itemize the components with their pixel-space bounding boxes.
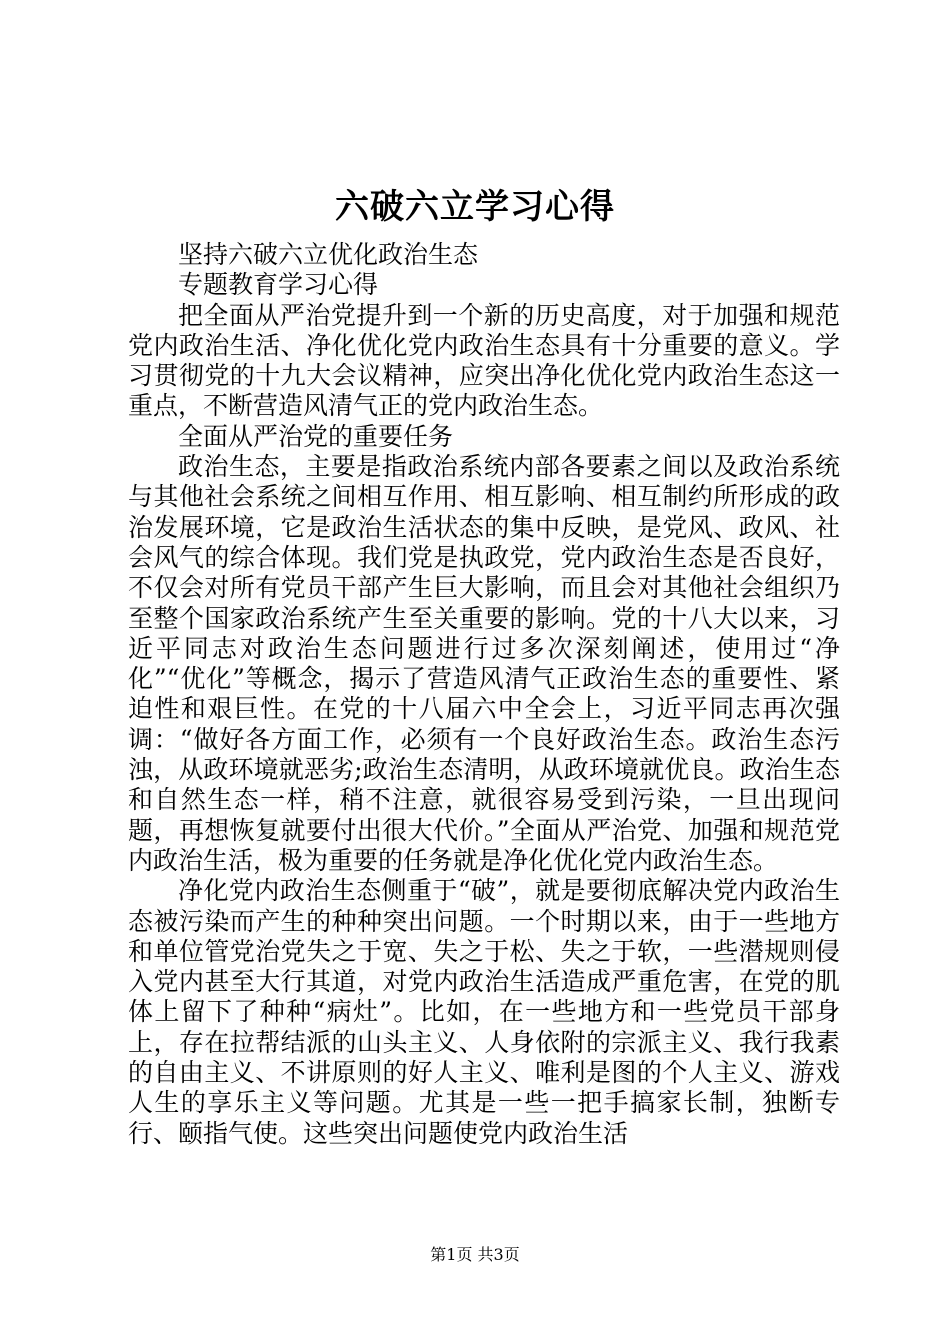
section-heading: 全面从严治党的重要任务 xyxy=(178,421,454,451)
page-total: 共3页 xyxy=(477,1245,520,1264)
page-footer xyxy=(0,1245,950,1265)
body-paragraph: 净化党内政治生态侧重于“破”，就是要彻底解决党内政治生态被污染而产生的种种突出问题。一个时期以来，由于一些地方和单位管党治党失之于宽、失之于松、失之于软，一些潜规则侵入党内甚至大行其道，对党内政治生活造成严重危害，在党的肌体上留下了种种“病灶”。比如，在一些地方和一些党员干部身上，存在拉帮结派的山头主义、人身依附的宗派主义、我行我素的自由主义、不讲原则的好人主义、唯利是图的个人主义、游戏人生的享乐主义等问题。尤其是一些一把手搞家长制，独断专行、颐指气使。这些突出问题使党内政治生活 xyxy=(128,876,840,1148)
subtitle-line-2: 专题教育学习心得 xyxy=(178,270,379,300)
page-number: 第1页 xyxy=(430,1245,473,1264)
subtitle-line-1: 坚持六破六立优化政治生态 xyxy=(178,240,479,269)
body-paragraph: 政治生态，主要是指政治系统内部各要素之间以及政治系统与其他社会系统之间相互作用、相互影响、相互制约所形成的政治发展环境，它是政治生活状态的集中反映，是党风、政风、社会风气的综合体现。我们党是执政党，党内政治生态是否良好，不仅会对所有党员干部产生巨大影响，而且会对其他社会组织乃至整个国家政治系统产生至关重要的影响。党的十八大以来，习近平同志对政治生态问题进行过多次深刻阐述，使用过“净化”“优化”等概念，揭示了营造风清气正政治生态的重要性、紧迫性和艰巨性。在党的十八届六中全会上，习近平同志再次强调：“做好各方面工作，必须有一个良好政治生态。政治生态污浊，从政环境就恶劣;政治生态清明，从政环境就优良。政治生态和自然生态一样，稍不注意，就很容易受到污染，一旦出现问题，再想恢复就要付出很大代价。”全面从严治党、加强和规范党内政治生活，极为重要的任务就是净化优化党内政治生态。 xyxy=(128,452,840,875)
document-title: 六破六立学习心得 xyxy=(335,187,615,227)
body-paragraph: 把全面从严治党提升到一个新的历史高度，对于加强和规范党内政治生活、净化优化党内政治生态具有十分重要的意义。学习贯彻党的十九大会议精神，应突出净化优化党内政治生态这一重点，不断营造风清气正的党内政治生态。 xyxy=(128,300,840,421)
document-body xyxy=(128,240,840,1149)
